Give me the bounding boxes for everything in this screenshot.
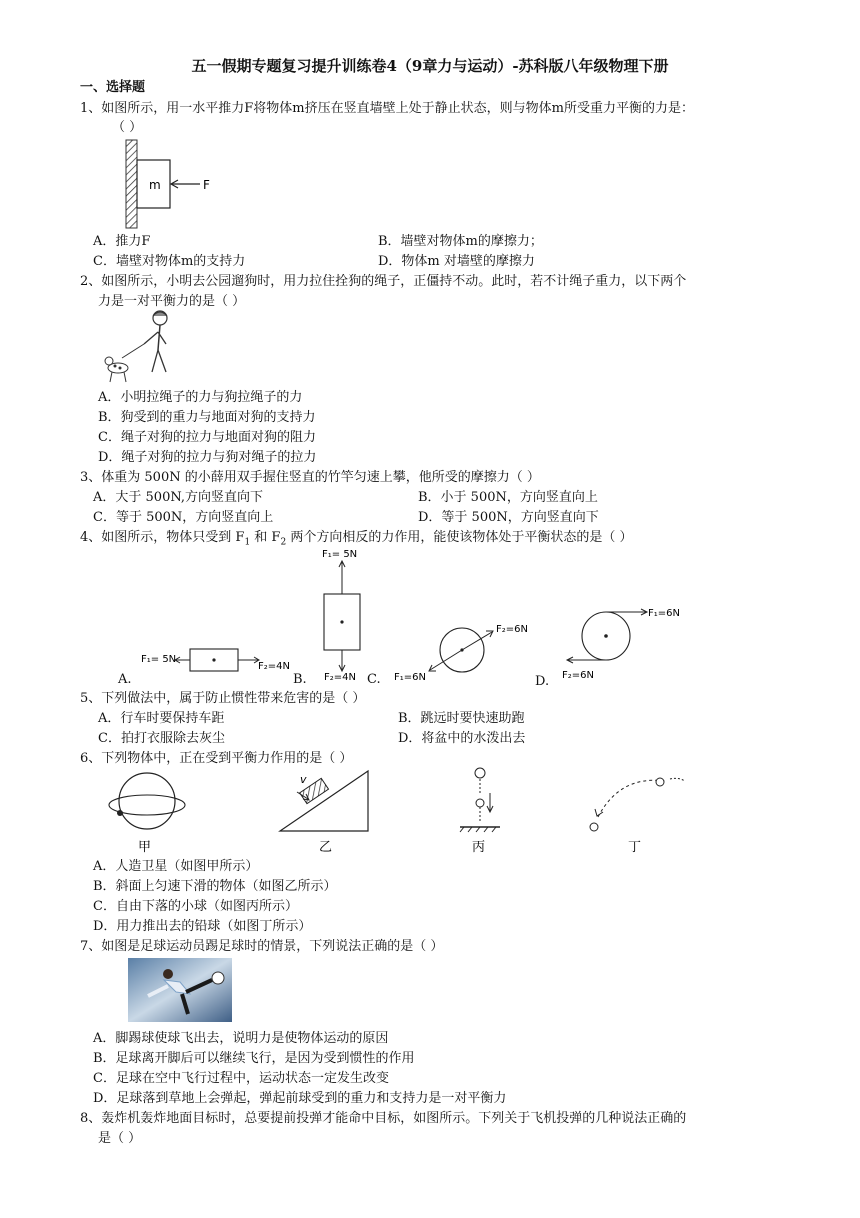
svg-text:F₁=6N: F₁=6N [394,672,426,683]
q4-option-b-label: B. [293,672,307,687]
falling-ball-figure [460,768,500,855]
q2-option-c: C．绳子对狗的拉力与地面对狗的阻力 [98,430,316,445]
q4-option-d-label: D. [535,674,550,689]
q5-option-d: D．将盆中的水泼出去 [398,731,526,746]
q6-option-c: C．自由下落的小球（如图丙所示） [93,899,298,914]
q5-option-b: B．跳远时要快速助跑 [398,711,525,726]
q4-figure-b [312,548,382,684]
q8-stem: 8、轰炸机轰炸地面目标时，总要提前投弹才能命中目标，如图所示。下列关于飞机投弹的几种说法正确的 [80,1111,687,1126]
incline-figure [280,771,368,855]
q2-stem-cont: 力是一对平衡力的是（ ） [98,294,246,309]
wall [126,140,137,228]
q2-option-d: D．绳子对狗的拉力与狗对绳子的拉力 [98,450,317,465]
q1-option-b: B．墙壁对物体m的摩擦力； [378,234,543,249]
q3-option-b: B．小于 500N，方向竖直向上 [418,490,598,505]
q4-stem: 4、如图所示，物体只受到 $F_1$ 和 $F_2$ 两个方向相反的力作用，能使该物体处于平衡状态的是（ ） [80,530,633,548]
q2-figure-boy-walking-dog [100,306,180,386]
q4-option-c-label: C. [367,672,381,687]
q7-photo-soccer-kick [128,958,232,1022]
q6-option-a: A．人造卫星（如图甲所示） [93,859,259,874]
q7-stem: 7、如图是足球运动员踢足球时的情景，下列说法正确的是（ ） [80,939,444,954]
q5-stem: 5、下列做法中，属于防止惯性带来危害的是（ ） [80,691,366,706]
q4-option-a-label: A. [118,672,132,687]
q2-option-a: A．小明拉绳子的力与狗拉绳子的力 [98,390,303,405]
satellite-figure [109,773,185,855]
svg-text:丙: 丙 [472,840,486,855]
force-f-label: F [203,178,210,192]
q7-option-b: B．足球离开脚后可以继续飞行，是因为受到惯性的作用 [93,1051,415,1066]
q1-figure [120,138,230,230]
q5-option-c: C．拍打衣服除去灰尘 [98,731,225,746]
q6-figures [100,765,720,860]
q1-stem: 1、如图所示，用一水平推力F将物体m挤压在竖直墙壁上处于静止状态，则与物体m所受重力平衡的力是： [80,101,694,116]
q3-option-c: C．等于 500N，方向竖直向上 [93,510,274,525]
q1-option-a: A．推力F [93,234,151,249]
block-m-label: m [149,178,161,192]
svg-text:甲: 甲 [138,840,152,855]
svg-text:F₂=6N: F₂=6N [562,670,594,681]
q2-option-b: B．狗受到的重力与地面对狗的支持力 [98,410,316,425]
q4-figure-c [392,612,542,688]
svg-text:F₂=6N: F₂=6N [496,624,528,635]
q6-option-d: D．用力推出去的铅球（如图丁所示） [93,919,312,934]
shot-put-figure [590,778,685,855]
svg-text:v: v [300,773,307,786]
svg-text:F₁= 5N: F₁= 5N [322,549,358,560]
svg-text:F₂=4N: F₂=4N [324,672,356,683]
section-heading: 一、选择题 [80,80,146,95]
q4-figure-d [558,600,708,684]
q7-option-c: C．足球在空中飞行过程中，运动状态一定发生改变 [93,1071,389,1086]
svg-text:F₂=4N: F₂=4N [258,661,290,672]
q2-stem: 2、如图所示，小明去公园遛狗时，用力拉住拴狗的绳子，正僵持不动。此时，若不计绳子重力，以下两个 [80,274,687,289]
q7-option-a: A．脚踢球使球飞出去，说明力是使物体运动的原因 [93,1031,389,1046]
q6-option-b: B．斜面上匀速下滑的物体（如图乙所示） [93,879,337,894]
q3-option-d: D．等于 500N，方向竖直向下 [418,510,599,525]
svg-text:F₁= 5N: F₁= 5N [141,654,177,665]
q6-stem: 6、下列物体中，正在受到平衡力作用的是（ ） [80,751,353,766]
q1-answer-paren: （ ） [112,120,143,135]
q1-option-d: D．物体m 对墙壁的摩擦力 [378,254,535,269]
q3-option-a: A．大于 500N,方向竖直向下 [93,490,264,505]
page-title: 五一假期专题复习提升训练卷4（9章力与运动）-苏科版八年级物理下册 [191,57,669,75]
q8-stem-cont: 是（ ） [98,1131,142,1146]
q1-option-c: C．墙壁对物体m的支持力 [93,254,246,269]
q5-option-a: A．行车时要保持车距 [98,711,225,726]
q3-stem: 3、体重为 500N 的小薛用双手握住竖直的竹竿匀速上攀，他所受的摩擦力（ ） [80,470,540,485]
q7-option-d: D．足球落到草地上会弹起，弹起前球受到的重力和支持力是一对平衡力 [93,1091,507,1106]
svg-text:F₁=6N: F₁=6N [648,608,680,619]
q4-figure-a [140,645,300,685]
svg-text:丁: 丁 [628,840,642,855]
svg-text:乙: 乙 [319,840,333,855]
